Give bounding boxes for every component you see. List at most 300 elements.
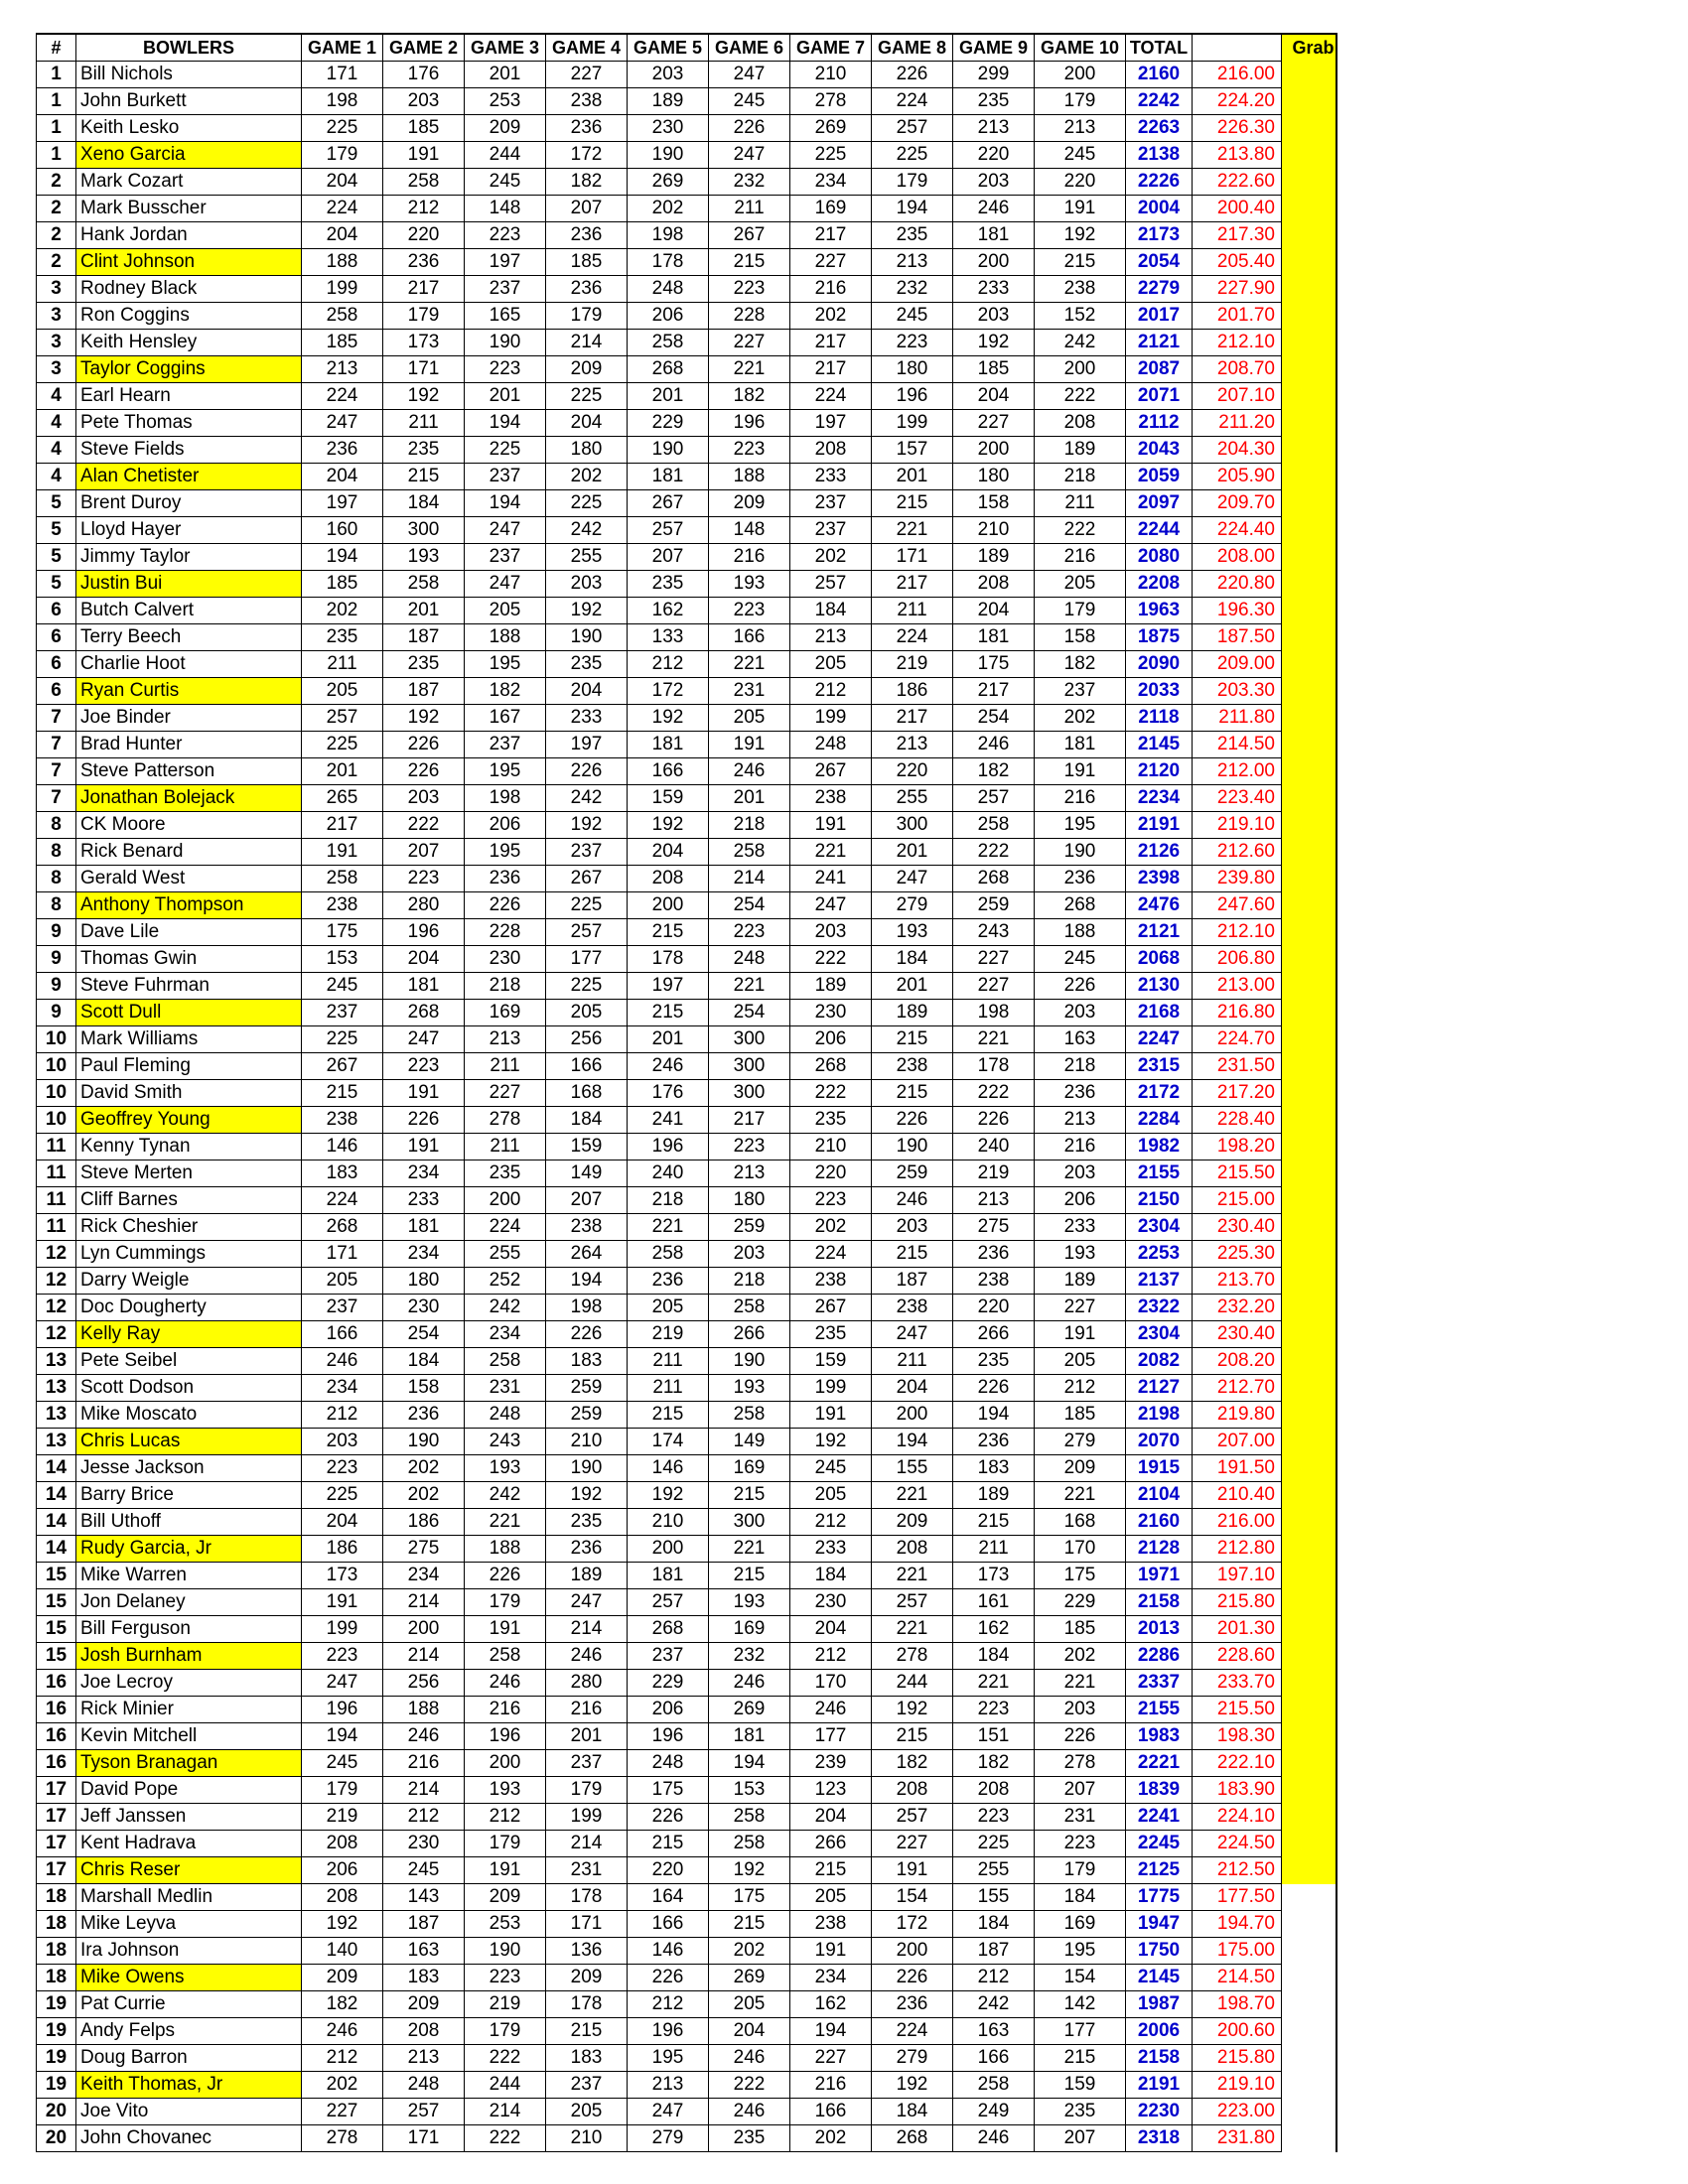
table-row (37, 1697, 1336, 1723)
game-score: 223 (383, 866, 465, 892)
table-row (37, 1991, 1336, 2018)
game-score: 199 (790, 705, 872, 732)
table-row (37, 62, 1336, 88)
game-score: 214 (383, 1777, 465, 1804)
game-score: 267 (302, 1053, 383, 1080)
game-score: 197 (546, 732, 628, 758)
game-score: 215 (628, 1402, 709, 1429)
game-score: 189 (790, 973, 872, 1000)
total-score: 2145 (1126, 732, 1193, 758)
game-score: 246 (628, 1053, 709, 1080)
bowler-name: Doc Dougherty (76, 1295, 302, 1321)
game-score: 173 (302, 1563, 383, 1589)
table-row (37, 1965, 1336, 1991)
game-score: 242 (1035, 330, 1126, 356)
game-score: 211 (709, 196, 790, 222)
rank-cell: 20 (37, 2125, 76, 2152)
game-score: 206 (628, 303, 709, 330)
game-score: 205 (465, 598, 546, 624)
average-score: 212.10 (1193, 330, 1282, 356)
rank-cell: 7 (37, 785, 76, 812)
game-score: 201 (709, 785, 790, 812)
game-score: 204 (302, 1509, 383, 1536)
game-score: 189 (1035, 1268, 1126, 1295)
bowler-name: Bill Nichols (76, 62, 302, 88)
game-score: 238 (790, 1268, 872, 1295)
game-score: 223 (302, 1643, 383, 1670)
game-score: 207 (546, 1187, 628, 1214)
game-score: 203 (302, 1429, 383, 1455)
rank-cell: 19 (37, 2045, 76, 2072)
game-score: 280 (546, 1670, 628, 1697)
total-score: 2068 (1126, 946, 1193, 973)
game-score: 179 (872, 169, 953, 196)
game-score: 208 (302, 1884, 383, 1911)
bowler-name: Marshall Medlin (76, 1884, 302, 1911)
average-score: 213.80 (1193, 142, 1282, 169)
game-score: 226 (872, 1107, 953, 1134)
total-score: 2160 (1126, 62, 1193, 88)
game-score: 199 (302, 1616, 383, 1643)
game-score: 193 (465, 1777, 546, 1804)
game-score: 191 (383, 1080, 465, 1107)
game-score: 158 (1035, 624, 1126, 651)
game-score: 209 (546, 356, 628, 383)
average-score: 183.90 (1193, 1777, 1282, 1804)
rank-cell: 3 (37, 330, 76, 356)
average-score: 207.10 (1193, 383, 1282, 410)
bowler-name: Lloyd Hayer (76, 517, 302, 544)
rank-cell: 8 (37, 839, 76, 866)
grab-cell (1282, 1080, 1336, 1107)
game-header: GAME 4 (546, 34, 628, 62)
game-score: 179 (302, 1777, 383, 1804)
grab-cell (1282, 1053, 1336, 1080)
total-score: 2017 (1126, 303, 1193, 330)
game-score: 188 (465, 1536, 546, 1563)
game-score: 207 (383, 839, 465, 866)
table-row (37, 919, 1336, 946)
bowler-name: Jimmy Taylor (76, 544, 302, 571)
game-score: 204 (546, 678, 628, 705)
game-score: 179 (465, 1831, 546, 1857)
average-score: 233.70 (1193, 1670, 1282, 1697)
total-score: 2263 (1126, 115, 1193, 142)
total-score: 2155 (1126, 1160, 1193, 1187)
total-score: 2337 (1126, 1670, 1193, 1697)
game-score: 195 (465, 758, 546, 785)
game-score: 192 (790, 1429, 872, 1455)
game-score: 205 (628, 1295, 709, 1321)
game-score: 188 (709, 464, 790, 490)
game-score: 166 (628, 1911, 709, 1938)
game-score: 177 (1035, 2018, 1126, 2045)
game-score: 191 (872, 1857, 953, 1884)
game-score: 215 (628, 919, 709, 946)
table-row (37, 1402, 1336, 1429)
game-score: 238 (302, 1107, 383, 1134)
rank-cell: 17 (37, 1777, 76, 1804)
total-score: 2168 (1126, 1000, 1193, 1026)
game-score: 234 (790, 1965, 872, 1991)
game-score: 237 (465, 544, 546, 571)
rank-cell: 14 (37, 1482, 76, 1509)
game-score: 178 (953, 1053, 1035, 1080)
average-score: 227.90 (1193, 276, 1282, 303)
rank-cell: 10 (37, 1107, 76, 1134)
game-score: 213 (1035, 1107, 1126, 1134)
game-score: 238 (1035, 276, 1126, 303)
game-score: 300 (709, 1080, 790, 1107)
game-score: 198 (628, 222, 709, 249)
game-score: 258 (953, 812, 1035, 839)
game-score: 191 (302, 839, 383, 866)
total-score: 1947 (1126, 1911, 1193, 1938)
bowler-name: Geoffrey Young (76, 1107, 302, 1134)
average-score: 239.80 (1193, 866, 1282, 892)
game-header: GAME 1 (302, 34, 383, 62)
game-score: 245 (709, 88, 790, 115)
game-score: 202 (790, 303, 872, 330)
game-score: 201 (628, 383, 709, 410)
bowler-name: Steve Merten (76, 1160, 302, 1187)
game-score: 204 (302, 169, 383, 196)
rank-cell: 7 (37, 758, 76, 785)
game-score: 247 (302, 1670, 383, 1697)
bowler-name: Dave Lile (76, 919, 302, 946)
grab-cell (1282, 1563, 1336, 1589)
game-score: 231 (546, 1857, 628, 1884)
game-score: 246 (302, 1348, 383, 1375)
total-score: 2160 (1126, 1509, 1193, 1536)
total-score: 2221 (1126, 1750, 1193, 1777)
table-body (37, 62, 1336, 2152)
game-score: 168 (1035, 1509, 1126, 1536)
game-score: 266 (790, 1831, 872, 1857)
grab-cell (1282, 410, 1336, 437)
standings-sheet (36, 33, 1337, 2152)
table-row (37, 1134, 1336, 1160)
game-score: 213 (383, 2045, 465, 2072)
game-score: 300 (872, 812, 953, 839)
game-score: 186 (302, 1536, 383, 1563)
game-score: 226 (872, 1965, 953, 1991)
average-score: 215.80 (1193, 1589, 1282, 1616)
game-score: 182 (1035, 651, 1126, 678)
game-score: 216 (1035, 785, 1126, 812)
rank-cell: 7 (37, 705, 76, 732)
game-score: 179 (546, 303, 628, 330)
game-score: 242 (465, 1482, 546, 1509)
game-score: 201 (872, 464, 953, 490)
game-score: 217 (790, 222, 872, 249)
game-score: 173 (383, 330, 465, 356)
average-score: 230.40 (1193, 1321, 1282, 1348)
game-score: 278 (790, 88, 872, 115)
game-score: 237 (546, 839, 628, 866)
game-score: 201 (465, 383, 546, 410)
game-score: 189 (628, 88, 709, 115)
game-score: 202 (790, 1214, 872, 1241)
game-score: 268 (302, 1214, 383, 1241)
game-score: 218 (709, 1268, 790, 1295)
average-score: 224.50 (1193, 1831, 1282, 1857)
game-score: 244 (872, 1670, 953, 1697)
grab-cell (1282, 866, 1336, 892)
game-score: 255 (872, 785, 953, 812)
game-score: 185 (302, 571, 383, 598)
game-score: 224 (790, 1241, 872, 1268)
game-score: 245 (1035, 142, 1126, 169)
bowler-name: Ira Johnson (76, 1938, 302, 1965)
rank-cell: 5 (37, 490, 76, 517)
game-score: 170 (790, 1670, 872, 1697)
game-score: 188 (383, 1697, 465, 1723)
game-score: 215 (628, 1000, 709, 1026)
game-score: 256 (383, 1670, 465, 1697)
game-score: 269 (709, 1697, 790, 1723)
game-score: 221 (872, 1616, 953, 1643)
game-score: 216 (465, 1697, 546, 1723)
grab-cell (1282, 169, 1336, 196)
rank-cell: 4 (37, 383, 76, 410)
bowler-name: Justin Bui (76, 571, 302, 598)
rank-cell: 11 (37, 1160, 76, 1187)
game-score: 205 (790, 1482, 872, 1509)
total-score: 2279 (1126, 276, 1193, 303)
game-score: 221 (872, 1482, 953, 1509)
game-score: 171 (302, 1241, 383, 1268)
grab-cell (1282, 1295, 1336, 1321)
game-score: 222 (790, 1080, 872, 1107)
game-score: 214 (383, 1589, 465, 1616)
game-score: 192 (383, 705, 465, 732)
game-score: 238 (546, 1214, 628, 1241)
game-score: 166 (790, 2099, 872, 2125)
game-score: 222 (1035, 383, 1126, 410)
game-score: 190 (465, 330, 546, 356)
game-score: 216 (790, 276, 872, 303)
game-score: 233 (790, 1536, 872, 1563)
game-score: 212 (953, 1965, 1035, 1991)
game-score: 221 (953, 1026, 1035, 1053)
game-score: 188 (465, 624, 546, 651)
game-score: 146 (628, 1455, 709, 1482)
grab-cell (1282, 1991, 1336, 2018)
game-score: 191 (709, 732, 790, 758)
average-score: 224.70 (1193, 1026, 1282, 1053)
game-score: 188 (1035, 919, 1126, 946)
table-row (37, 1053, 1336, 1080)
table-row (37, 1214, 1336, 1241)
game-score: 214 (546, 330, 628, 356)
game-score: 200 (953, 437, 1035, 464)
game-score: 203 (628, 62, 709, 88)
bowler-name: Pete Seibel (76, 1348, 302, 1375)
bowler-name: John Burkett (76, 88, 302, 115)
table-row (37, 2045, 1336, 2072)
game-score: 208 (1035, 410, 1126, 437)
game-score: 214 (383, 1643, 465, 1670)
game-score: 203 (1035, 1697, 1126, 1723)
game-score: 205 (1035, 1348, 1126, 1375)
game-score: 211 (628, 1375, 709, 1402)
game-score: 227 (953, 410, 1035, 437)
game-score: 246 (790, 1697, 872, 1723)
game-score: 266 (953, 1321, 1035, 1348)
game-score: 188 (302, 249, 383, 276)
bowler-name: Jon Delaney (76, 1589, 302, 1616)
game-score: 205 (302, 678, 383, 705)
game-score: 182 (872, 1750, 953, 1777)
grab-cell (1282, 624, 1336, 651)
game-score: 183 (302, 1160, 383, 1187)
table-row (37, 1884, 1336, 1911)
game-score: 163 (953, 2018, 1035, 2045)
game-score: 182 (546, 169, 628, 196)
game-score: 257 (302, 705, 383, 732)
game-score: 218 (465, 973, 546, 1000)
total-score: 2244 (1126, 517, 1193, 544)
game-score: 255 (546, 544, 628, 571)
average-score: 224.40 (1193, 517, 1282, 544)
game-score: 181 (953, 624, 1035, 651)
game-score: 191 (465, 1857, 546, 1884)
game-score: 204 (790, 1804, 872, 1831)
game-score: 229 (628, 410, 709, 437)
game-score: 211 (465, 1134, 546, 1160)
grab-cell (1282, 1536, 1336, 1563)
total-score: 2242 (1126, 88, 1193, 115)
game-score: 223 (709, 276, 790, 303)
game-score: 230 (465, 946, 546, 973)
game-score: 300 (709, 1053, 790, 1080)
game-score: 200 (465, 1750, 546, 1777)
game-score: 226 (383, 758, 465, 785)
bowler-name: Taylor Coggins (76, 356, 302, 383)
grab-cell (1282, 2045, 1336, 2072)
average-score: 206.80 (1193, 946, 1282, 973)
game-score: 259 (953, 892, 1035, 919)
grab-cell (1282, 544, 1336, 571)
rank-cell: 11 (37, 1187, 76, 1214)
average-score: 210.40 (1193, 1482, 1282, 1509)
table-row (37, 1804, 1336, 1831)
bowler-name: Jeff Janssen (76, 1804, 302, 1831)
game-score: 212 (790, 678, 872, 705)
total-score: 1750 (1126, 1938, 1193, 1965)
game-score: 203 (1035, 1160, 1126, 1187)
average-score: 224.10 (1193, 1804, 1282, 1831)
game-score: 215 (709, 1482, 790, 1509)
game-score: 224 (302, 1187, 383, 1214)
game-score: 152 (1035, 303, 1126, 330)
game-score: 209 (872, 1509, 953, 1536)
game-score: 174 (628, 1429, 709, 1455)
game-score: 222 (709, 2072, 790, 2099)
game-score: 197 (790, 410, 872, 437)
game-score: 231 (1035, 1804, 1126, 1831)
total-score: 2013 (1126, 1616, 1193, 1643)
grab-cell (1282, 1000, 1336, 1026)
total-score: 2191 (1126, 2072, 1193, 2099)
average-score: 213.70 (1193, 1268, 1282, 1295)
game-score: 193 (383, 544, 465, 571)
table-row (37, 383, 1336, 410)
table-row (37, 946, 1336, 973)
average-score: 204.30 (1193, 437, 1282, 464)
game-score: 227 (302, 2099, 383, 2125)
total-score: 2104 (1126, 1482, 1193, 1509)
game-score: 158 (953, 490, 1035, 517)
table-row (37, 1831, 1336, 1857)
game-score: 155 (953, 1884, 1035, 1911)
game-score: 169 (465, 1000, 546, 1026)
game-score: 185 (953, 356, 1035, 383)
game-score: 222 (465, 2045, 546, 2072)
game-score: 191 (383, 1134, 465, 1160)
game-score: 190 (383, 1429, 465, 1455)
game-score: 216 (790, 2072, 872, 2099)
average-score: 215.50 (1193, 1160, 1282, 1187)
game-score: 215 (872, 1723, 953, 1750)
game-score: 190 (546, 624, 628, 651)
game-score: 258 (709, 839, 790, 866)
rank-cell: 12 (37, 1321, 76, 1348)
total-score: 2398 (1126, 866, 1193, 892)
game-score: 247 (709, 62, 790, 88)
game-score: 171 (383, 356, 465, 383)
table-row (37, 517, 1336, 544)
game-score: 212 (1035, 1375, 1126, 1402)
grab-cell (1282, 1750, 1336, 1777)
bowler-name: Steve Patterson (76, 758, 302, 785)
game-score: 202 (383, 1455, 465, 1482)
game-score: 229 (628, 1670, 709, 1697)
game-score: 232 (709, 169, 790, 196)
game-score: 247 (465, 571, 546, 598)
game-score: 194 (953, 1402, 1035, 1429)
grab-cell (1282, 222, 1336, 249)
bowler-name: Keith Thomas, Jr (76, 2072, 302, 2099)
table-row (37, 356, 1336, 383)
game-score: 123 (790, 1777, 872, 1804)
rank-cell: 16 (37, 1697, 76, 1723)
bowler-name: Doug Barron (76, 2045, 302, 2072)
game-score: 237 (465, 276, 546, 303)
game-score: 299 (953, 62, 1035, 88)
grab-cell (1282, 1723, 1336, 1750)
game-score: 215 (953, 1509, 1035, 1536)
game-score: 238 (953, 1268, 1035, 1295)
grab-cell (1282, 303, 1336, 330)
game-score: 217 (383, 276, 465, 303)
game-score: 179 (1035, 1857, 1126, 1884)
game-score: 206 (302, 1857, 383, 1884)
table-row (37, 1643, 1336, 1670)
game-score: 184 (953, 1911, 1035, 1938)
game-score: 194 (709, 1750, 790, 1777)
game-score: 190 (465, 1938, 546, 1965)
game-score: 235 (953, 1348, 1035, 1375)
game-score: 183 (546, 1348, 628, 1375)
total-score: 1971 (1126, 1563, 1193, 1589)
game-score: 221 (1035, 1482, 1126, 1509)
game-score: 162 (953, 1616, 1035, 1643)
average-score: 200.60 (1193, 2018, 1282, 2045)
game-score: 179 (302, 142, 383, 169)
game-score: 179 (1035, 598, 1126, 624)
